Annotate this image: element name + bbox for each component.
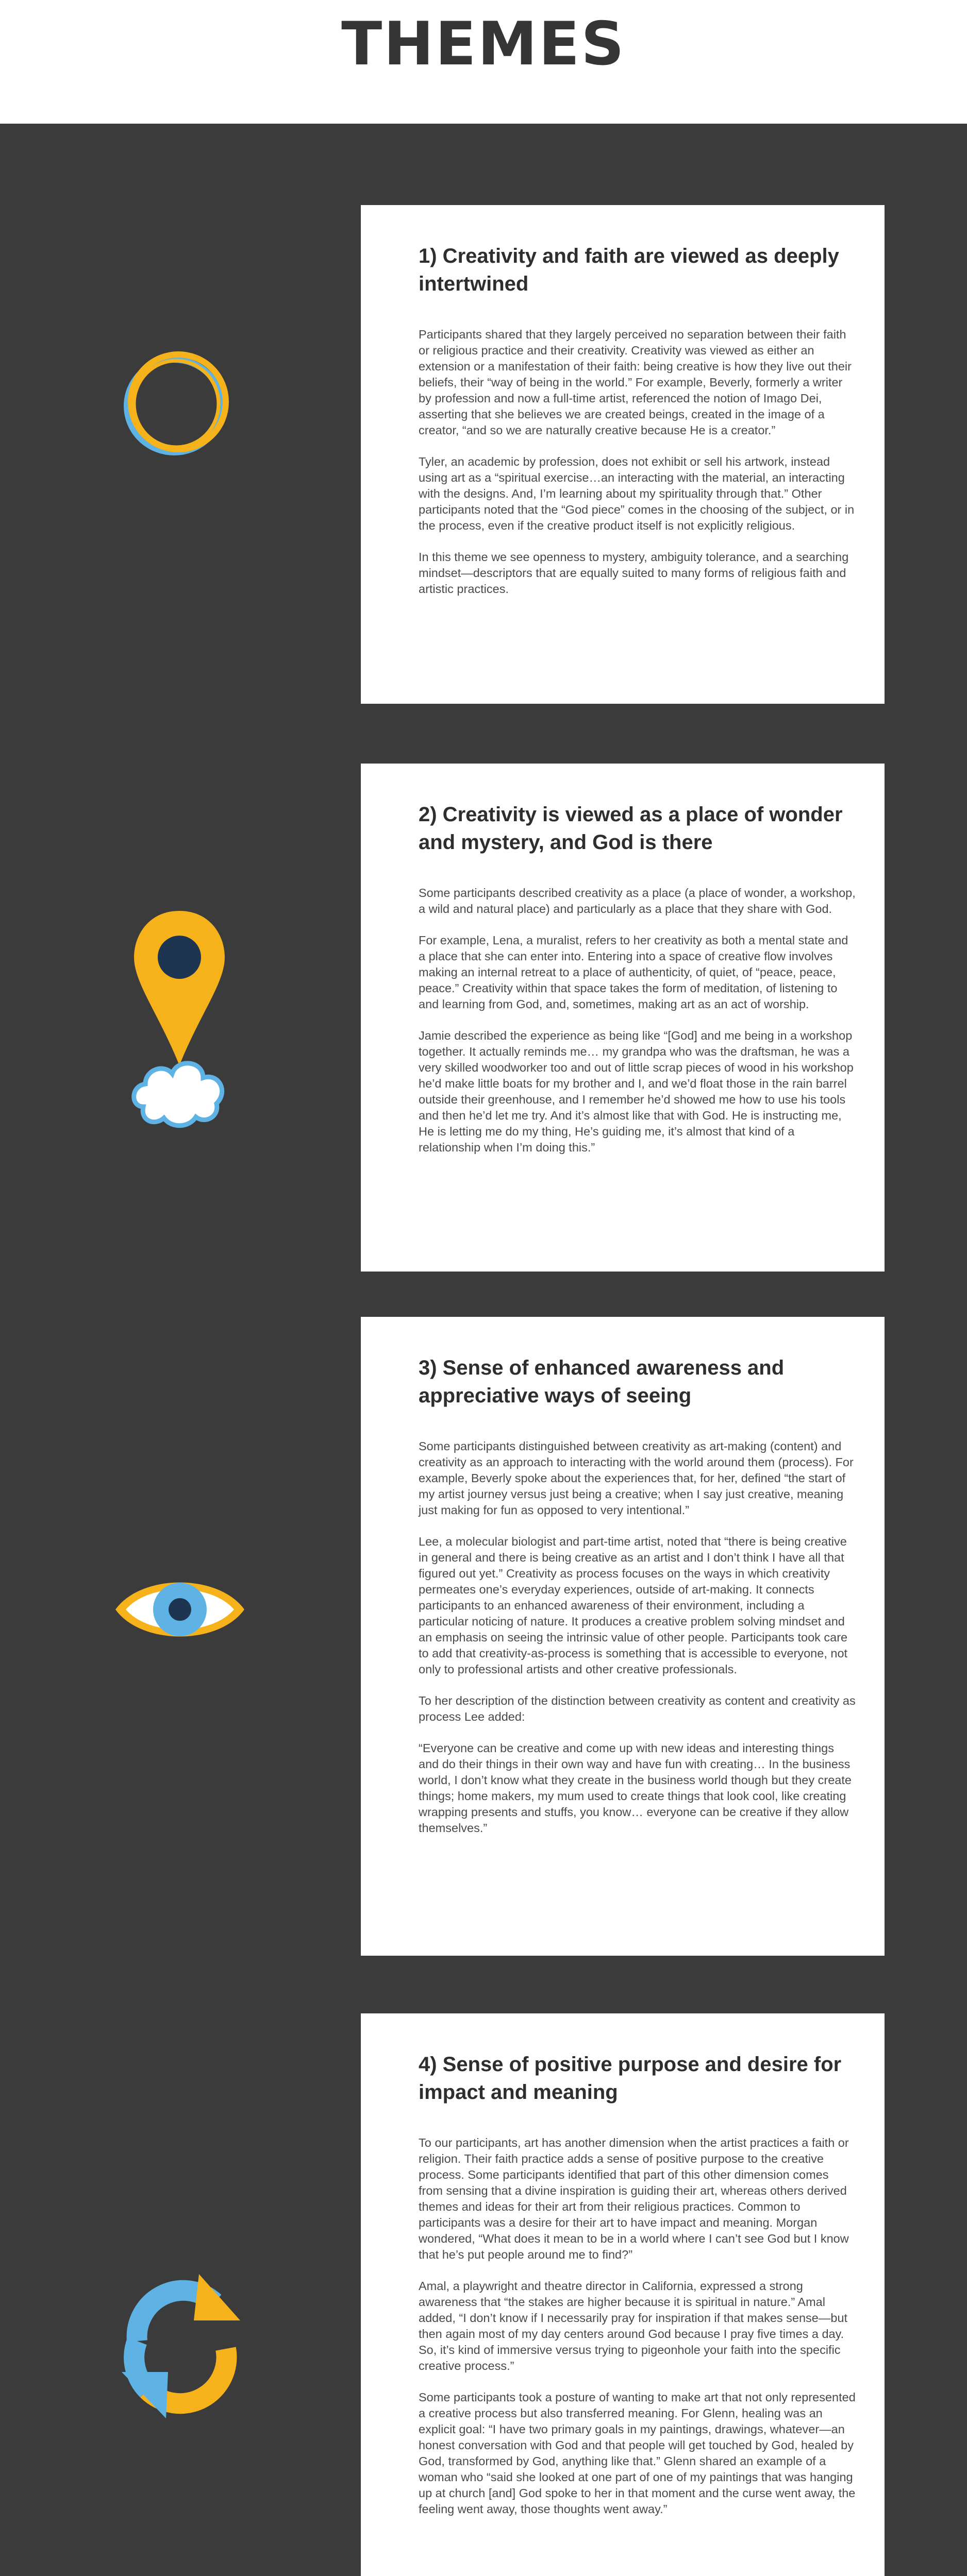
theme-paragraph: For example, Lena, a muralist, refers to her creativity as both a mental state and a place that she can enter into. Entering into a space of creative flow involves making an internal retreat to a place of authenticity, of quiet, of “peace, peace, peace.” Creativity within that space takes the form of meditation, of listening to and learning from God, and, sometimes, making art as an act of worship.: [419, 934, 848, 1011]
theme-paragraph: Tyler, an academic by profession, does not exhibit or sell his artwork, instead using art as a “spiritual exercise…an interacting with the material, an interacting with the designs. And, I’m learning about my spirituality through that.” Other participants noted that the “God piece” comes in the choosing of the subject, or in the process, even if the creative product itself is not explicitly religious.: [419, 455, 855, 532]
theme-paragraph: Lee, a molecular biologist and part-time artist, noted that “there is being creative in general and there is being creative as an artist and I don’t think I have all that figured out yet.” Creativity as process focuses on the ways in which creativity permeates one’s everyday experiences, outside of art-making. It connects participants to an enhanced awareness of their environment, including a particular noticing of nature. It produces a creative problem solving mindset and an emphasis on seeing the intrinsic value of other people. Participants took care to add that creativity-as-process is something that is accessible to everyone, not only to professional artists and other creative professionals.: [419, 1535, 848, 1676]
theme-paragraph: Some participants distinguished between creativity as art-making (content) and creativity as an approach to interacting with the world around them (process). For example, Beverly spoke about the experiences that, for her, defined “the start of my artist journey versus just being a creative; when I say just creative, meaning just making for fun as opposed to very intentional.”: [419, 1439, 854, 1517]
cycle-arrows-icon: [116, 2259, 245, 2434]
map-pin-cloud-icon: [128, 906, 231, 1132]
theme-paragraph: Amal, a playwright and theatre director in California, expressed a strong awareness that “the stakes are higher because it is spiritual in nature.” Amal added, “I don’t know if I necessarily pray for inspiration if that makes sense—but then again most of my day centers around God because I pray five times a day. So, it’s kind of immersive versus trying to pigeonhole your faith into the specific creative process.”: [419, 2279, 848, 2372]
theme-paragraph: To our participants, art has another dimension when the artist practices a faith or religion. Their faith practice adds a sense of positive purpose to the creative process. Some participants identified that part of this other dimension comes from sensing that a divine inspiration is guiding their art, whereas others derived themes and ideas for their art from their religious practices. Common to participants was a desire for their art to have impact and meaning. Morgan wondered, “What does it mean to be in a world where I can’t see God but I know that he’s put people around me to find?”: [419, 2136, 849, 2261]
theme-heading: 4) Sense of positive purpose and desire for impact and meaning: [419, 2053, 842, 2104]
theme-paragraph: Some participants took a posture of wanting to make art that not only represented a creative process but also transferred meaning. For Glenn, healing was an explicit goal: “I have two primary goals in my paintings, drawings, whatever—an honest conversation with God and that people will get touched by God, healed by God, transformed by God, anything like that.” Glenn shared an example of a woman who “said she looked at one part of one of my paintings that was hanging up at church [and] God spoke to her in that moment and the curse went away, the feeling went away, those thoughts went away.”: [419, 2391, 856, 2516]
theme-heading: 1) Creativity and faith are viewed as deeply intertwined: [419, 245, 839, 295]
theme-heading: 2) Creativity is viewed as a place of wonder and mystery, and God is there: [419, 803, 843, 854]
theme-card-4: [361, 2013, 885, 2576]
theme-paragraph: Jamie described the experience as being like “[God] and me being in a workshop together. It actually reminds me… my grandpa who was the draftsman, he was a very skilled woodworker too and out of little scrap pieces of wood in his workshop he’d make little boats for my brother and I, and we’d float those in the rain barrel outside their greenhouse, and I remember he’d showed me how to use his tools and then he’d let me try. And it’s almost like that with God. He is instructing me, He is letting me do my thing, He’s guiding me, it’s almost that kind of a relationship when I’m doing this.”: [419, 1029, 854, 1154]
header: [0, 0, 967, 124]
theme-paragraph: In this theme we see openness to mystery, ambiguity tolerance, and a searching mindset—descriptors that are equally suited to many forms of religious faith and artistic practices.: [419, 550, 849, 596]
theme-card-3: [361, 1317, 885, 1956]
theme-paragraph: “Everyone can be creative and come up with new ideas and interesting things and do their things in their own way and have fun with creating… In the business world, I don’t know what they create in the business world though but they create things; home makers, my mum used to create things that look cool, like creating wrapping presents and stuffs, you know… everyone can be creative if they allow themselves.”: [419, 1741, 852, 1835]
eye-icon: [110, 1563, 249, 1656]
theme-heading: 3) Sense of enhanced awareness and appreciative ways of seeing: [419, 1357, 785, 1407]
interlocking-rings-icon: [116, 345, 235, 464]
theme-card-1: [361, 205, 885, 704]
theme-paragraph: Some participants described creativity as a place (a place of wonder, a workshop, a wild and natural place) and particularly as a place that they share with God.: [419, 886, 856, 916]
page-title: THEMES: [341, 9, 626, 79]
theme-paragraph: Participants shared that they largely perceived no separation between their faith or religious practice and their creativity. Creativity was viewed as either an extension or a manifestation of their faith: being creative is how they live out their beliefs, their “way of being in the world.” For example, Beverly, formerly a writer by profession and now a full-time artist, referenced the notion of Imago Dei, asserting that she believes we are created beings, created in the image of a creator, “and so we are naturally creative because He is a creator.”: [419, 328, 852, 437]
theme-card-2: [361, 764, 885, 1272]
theme-paragraph: To her description of the distinction between creativity as content and creativity as process Lee added:: [419, 1694, 856, 1723]
